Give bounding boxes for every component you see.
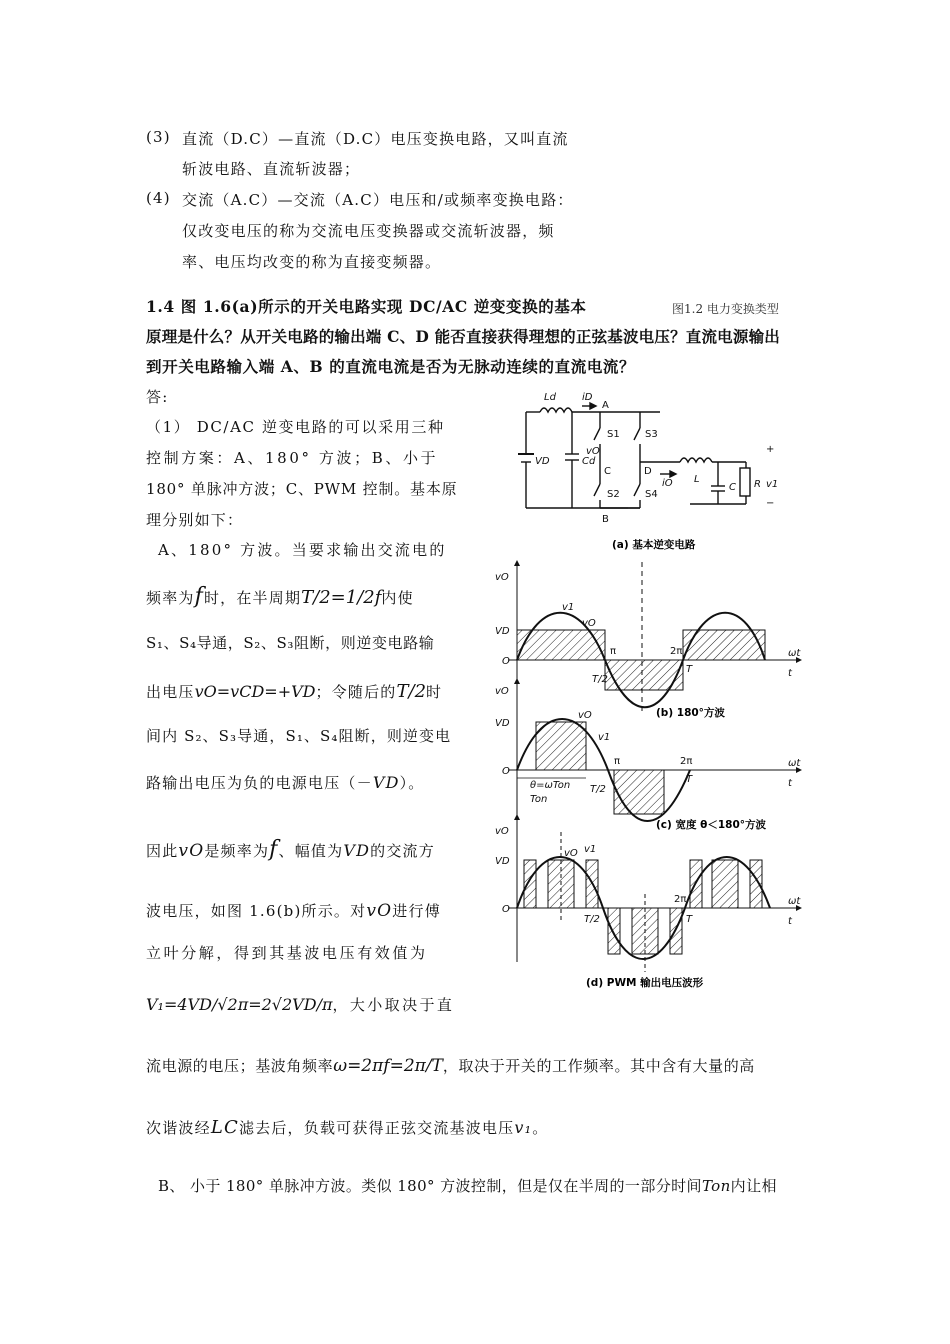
paragraph-line (146, 772, 425, 793)
text: 因此 (146, 842, 179, 860)
axis-label-vO: vO (495, 826, 509, 837)
label-minus: − (766, 498, 775, 509)
label-vO: vO (564, 848, 578, 859)
paragraph-line: 180° 单脉冲方波；C、PWM 控制。基本原 (146, 480, 458, 498)
text: 次谐波经 (146, 1119, 211, 1137)
axis-label-VD: VD (495, 718, 510, 729)
list-text: 仅改变电压的称为交流电压变换器或交流斩波器，频 (182, 222, 555, 240)
text: 时 (426, 683, 443, 701)
axis-label-t: t (788, 916, 792, 927)
tick-T: T (686, 774, 693, 785)
paragraph-line (146, 900, 441, 921)
label-iD: iD (582, 392, 593, 403)
label-iO: iO (662, 478, 673, 489)
text: 时，在半周期 (203, 589, 302, 607)
answer-label: 答: (146, 388, 169, 406)
list-text: 率、电压均改变的称为直接变频器。 (182, 253, 442, 271)
label-R: R (754, 479, 761, 490)
waveform-d (508, 814, 802, 972)
paragraph-line (146, 1055, 755, 1076)
paragraph-line: 控制方案：A、180° 方波；B、小于 (146, 449, 439, 467)
figure-caption-side: 图1.2 电力变换类型 (672, 302, 779, 316)
math: T/2 (396, 681, 427, 702)
text: ，取决于开关的工作频率。其中含有大量的高 (442, 1057, 755, 1075)
label-v1: v1 (766, 479, 779, 490)
paragraph-line (146, 584, 414, 609)
text: ；令随后的 (315, 683, 397, 701)
axis-label-wt: ωt (788, 896, 801, 907)
math: f (194, 584, 204, 609)
label-Cd: Cd (582, 456, 596, 467)
tick-T: T (686, 664, 693, 675)
math: v₁ (514, 1118, 533, 1137)
axis-label-O: O (502, 656, 510, 667)
label-C: C (604, 466, 611, 477)
axis-label-vO: vO (495, 572, 509, 583)
waveform-c (508, 678, 802, 822)
label-Ld: Ld (544, 392, 556, 403)
paragraph-line: 立叶分解，得到其基波电压有效值为 (146, 944, 428, 962)
caption-a: (a) 基本逆变电路 (612, 539, 696, 551)
math: ω=2πf=2π/T (333, 1056, 443, 1076)
label-plus: + (766, 444, 775, 455)
label-L: L (694, 474, 700, 485)
text: ，大小取决于直 (332, 996, 455, 1014)
axis-label-O: O (502, 904, 510, 915)
label-D: D (644, 466, 652, 477)
paragraph-line: A、180° 方波。当要求输出交流电的 (158, 541, 447, 559)
label-Ton: Ton (530, 794, 548, 805)
tick-pi: π (610, 646, 617, 657)
math: vO (366, 901, 393, 921)
label-VD: VD (535, 456, 550, 467)
paragraph-line (146, 837, 435, 862)
label-S1: S1 (607, 429, 620, 440)
text: 是频率为 (204, 842, 270, 860)
caption-b: (b) 180°方波 (656, 707, 725, 719)
axis-label-wt: ωt (788, 648, 801, 659)
math: V₁=4VD/√2π=2√2VD/π (146, 995, 333, 1014)
text: 滤去后，负载可获得正弦交流基波电压 (238, 1119, 515, 1137)
paragraph-line (146, 681, 442, 702)
tick-2pi: 2π (674, 894, 687, 905)
label-A: A (602, 400, 609, 411)
math: VD (372, 773, 400, 792)
label-v1: v1 (584, 844, 597, 855)
paragraph-line: 间内 S₂、S₃导通，S₁、S₄阻断，则逆变电 (146, 727, 452, 745)
text: 路输出电压为负的电源电压（－ (146, 774, 373, 792)
math: Ton (701, 1177, 731, 1195)
paragraph-line: 理分别如下： (146, 511, 244, 529)
axis-label-VD: VD (495, 626, 510, 637)
text: 波电压，如图 1.6(b)所示。对 (146, 902, 367, 920)
paragraph-line: S₁、S₄导通，S₂、S₃阻断，则逆变电路输 (146, 634, 435, 652)
label-B: B (602, 514, 609, 525)
list-number: (4) (146, 189, 171, 207)
label-theta: θ=ωTon (530, 780, 571, 791)
axis-label-O: O (502, 766, 510, 777)
label-S3: S3 (645, 429, 658, 440)
tick-T2: T/2 (584, 914, 600, 925)
waveform-b (508, 560, 802, 712)
label-vO: vO (586, 446, 600, 457)
label-v1: v1 (562, 602, 575, 613)
label-C-filter: C (729, 482, 736, 493)
text: B、 小于 180° 单脉冲方波。类似 180° 方波控制，但是仅在半周的一部分时间 (158, 1177, 702, 1195)
tick-T: T (686, 914, 693, 925)
text: 进行傅 (392, 902, 441, 920)
circuit-diagram (518, 403, 750, 508)
paragraph-line (146, 994, 454, 1015)
question-line: 1.4 图 1.6(a)所示的开关电路实现 DC/AC 逆变变换的基本 (146, 297, 587, 316)
text: 流电源的电压；基波角频率 (146, 1057, 334, 1075)
caption-d: (d) PWM 输出电压波形 (586, 977, 704, 989)
axis-label-t: t (788, 778, 792, 789)
math: T/2=1/2f (301, 587, 382, 608)
tick-T2: T/2 (592, 674, 608, 685)
paragraph-line (146, 1117, 548, 1138)
paragraph-line (158, 1175, 777, 1196)
text: 内让相 (730, 1177, 777, 1195)
label-v1: v1 (598, 732, 611, 743)
list-number: (3) (146, 128, 171, 146)
tick-2pi: 2π (670, 646, 683, 657)
math: VD (343, 841, 371, 860)
caption-c: (c) 宽度 θ＜180°方波 (656, 819, 767, 831)
axis-label-VD: VD (495, 856, 510, 867)
text: 的交流方 (370, 842, 435, 860)
text: 、幅值为 (278, 842, 344, 860)
label-S4: S4 (645, 489, 658, 500)
tick-pi: π (614, 756, 621, 767)
figure-inverter (490, 382, 820, 992)
math: f (269, 837, 279, 862)
list-text: 直流（D.C）—直流（D.C）电压变换电路，又叫直流 (182, 130, 569, 148)
tick-T2: T/2 (590, 784, 606, 795)
paragraph-line: （1） DC/AC 逆变电路的可以采用三种 (146, 418, 445, 436)
label-vO: vO (578, 710, 592, 721)
axis-label-t: t (788, 668, 792, 679)
text: 内使 (381, 589, 414, 607)
axis-label-wt: ωt (788, 758, 801, 769)
list-text: 交流（A.C）—交流（A.C）电压和/或频率变换电路： (182, 191, 574, 209)
question-line: 到开关电路输入端 A、B 的直流电流是否为无脉动连续的直流电流？ (146, 357, 636, 376)
text: 出电压 (146, 683, 195, 701)
question-line: 原理是什么？从开关电路的输出端 C、D 能否直接获得理想的正弦基波电压？直流电源输出 (146, 327, 780, 346)
text: ）。 (399, 774, 425, 792)
tick-2pi: 2π (680, 756, 693, 767)
list-text: 斩波电路、直流斩波器； (182, 160, 361, 178)
label-S2: S2 (607, 489, 620, 500)
math: LC (210, 1117, 239, 1138)
axis-label-vO: vO (495, 686, 509, 697)
text: 。 (532, 1119, 549, 1137)
math: vO (178, 841, 205, 861)
text: 频率为 (146, 589, 195, 607)
math: vO=vCD=+VD (194, 682, 316, 701)
label-vO: vO (582, 618, 596, 629)
